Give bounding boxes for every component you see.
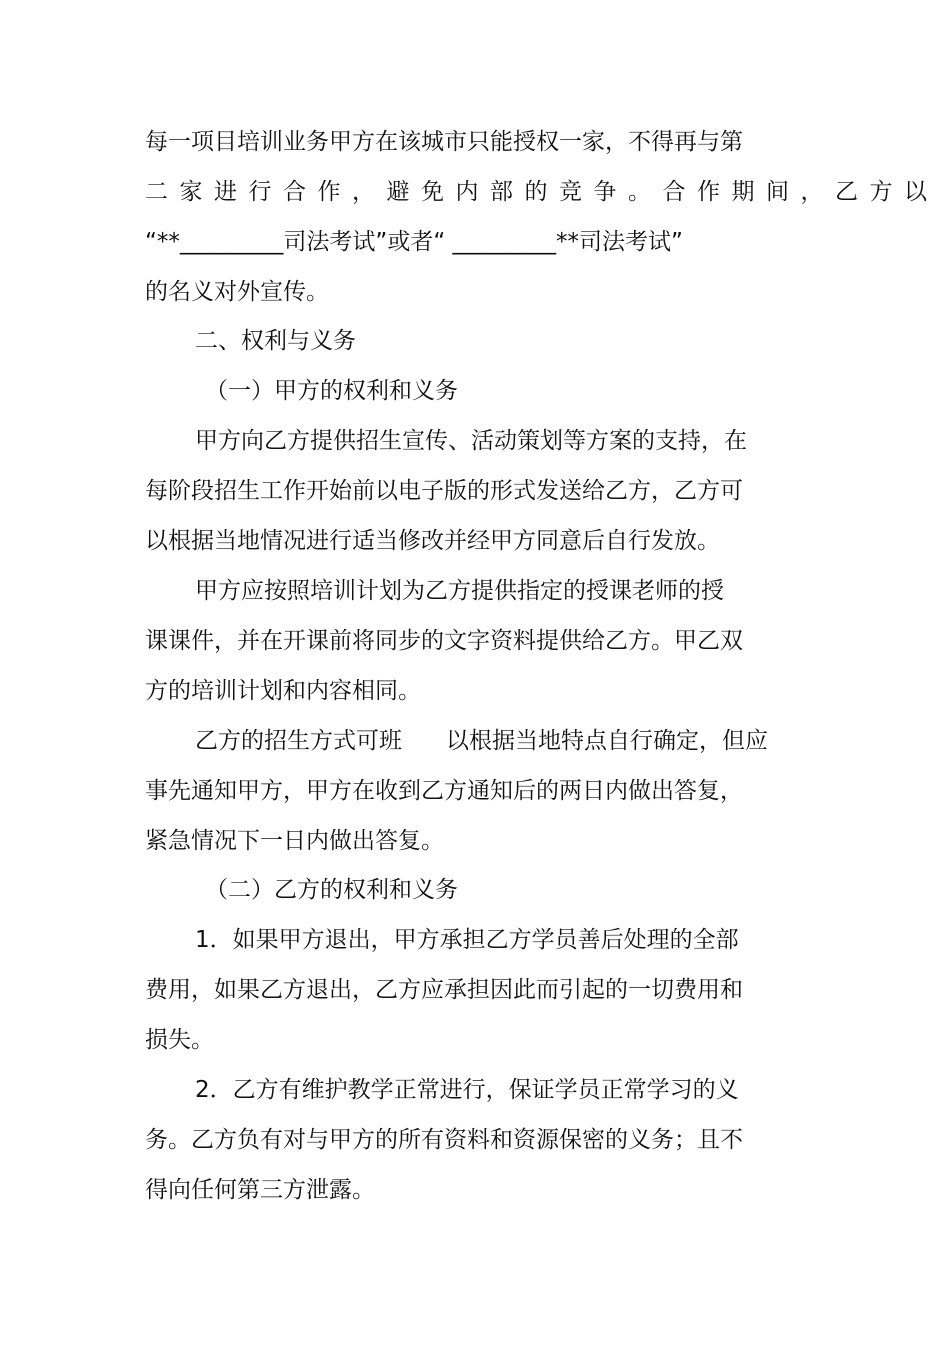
paragraph-line: 二家进行合作，避免内部的竞争。合作期间，乙方以 xyxy=(145,179,939,205)
paragraph-line: 每阶段招生工作开始前以电子版的形式发送给乙方，乙方可 xyxy=(145,478,743,504)
paragraph-line: 费用，如果乙方退出，乙方应承担因此而引起的一切费用和 xyxy=(145,977,743,1003)
paragraph-fragment: 乙方的招生方式可班 xyxy=(195,728,402,754)
paragraph-line: 1．如果甲方退出，甲方承担乙方学员善后处理的全部 xyxy=(195,927,739,953)
paragraph-line: 甲方向乙方提供招生宣传、活动策划等方案的支持，在 xyxy=(195,428,747,454)
paragraph-line: 紧急情况下一日内做出答复。 xyxy=(145,828,444,854)
paragraph-line: 事先通知甲方，甲方在收到乙方通知后的两日内做出答复， xyxy=(145,778,743,804)
paragraph-line: 以根据当地情况进行适当修改并经甲方同意后自行发放。 xyxy=(145,528,720,554)
paragraph-line: 课课件，并在开课前将同步的文字资料提供给乙方。甲乙双 xyxy=(145,628,743,654)
paragraph-line: 方的培训计划和内容相同。 xyxy=(145,678,421,704)
paragraph-line: 得向任何第三方泄露。 xyxy=(145,1177,375,1203)
subsection-heading: （二）乙方的权利和义务 xyxy=(205,877,458,903)
paragraph-fragment: 以根据当地特点自行确定，但应 xyxy=(446,728,768,754)
paragraph-line: “**_________司法考试”或者“ _________**司法考试” xyxy=(145,229,683,255)
paragraph-line xyxy=(195,726,768,756)
paragraph-line: 每一项目培训业务甲方在该城市只能授权一家，不得再与第 xyxy=(145,129,743,155)
paragraph-line: 甲方应按照培训计划为乙方提供指定的授课老师的授 xyxy=(195,578,724,604)
paragraph-line: 务。乙方负有对与甲方的所有资料和资源保密的义务；且不 xyxy=(145,1127,743,1153)
paragraph-line: 2．乙方有维护教学正常进行，保证学员正常学习的义 xyxy=(195,1077,739,1103)
paragraph-line: 损失。 xyxy=(145,1027,214,1053)
subsection-heading: （一）甲方的权利和义务 xyxy=(205,378,458,404)
paragraph-line: 的名义对外宣传。 xyxy=(145,279,329,305)
section-heading: 二、权利与义务 xyxy=(195,328,356,354)
